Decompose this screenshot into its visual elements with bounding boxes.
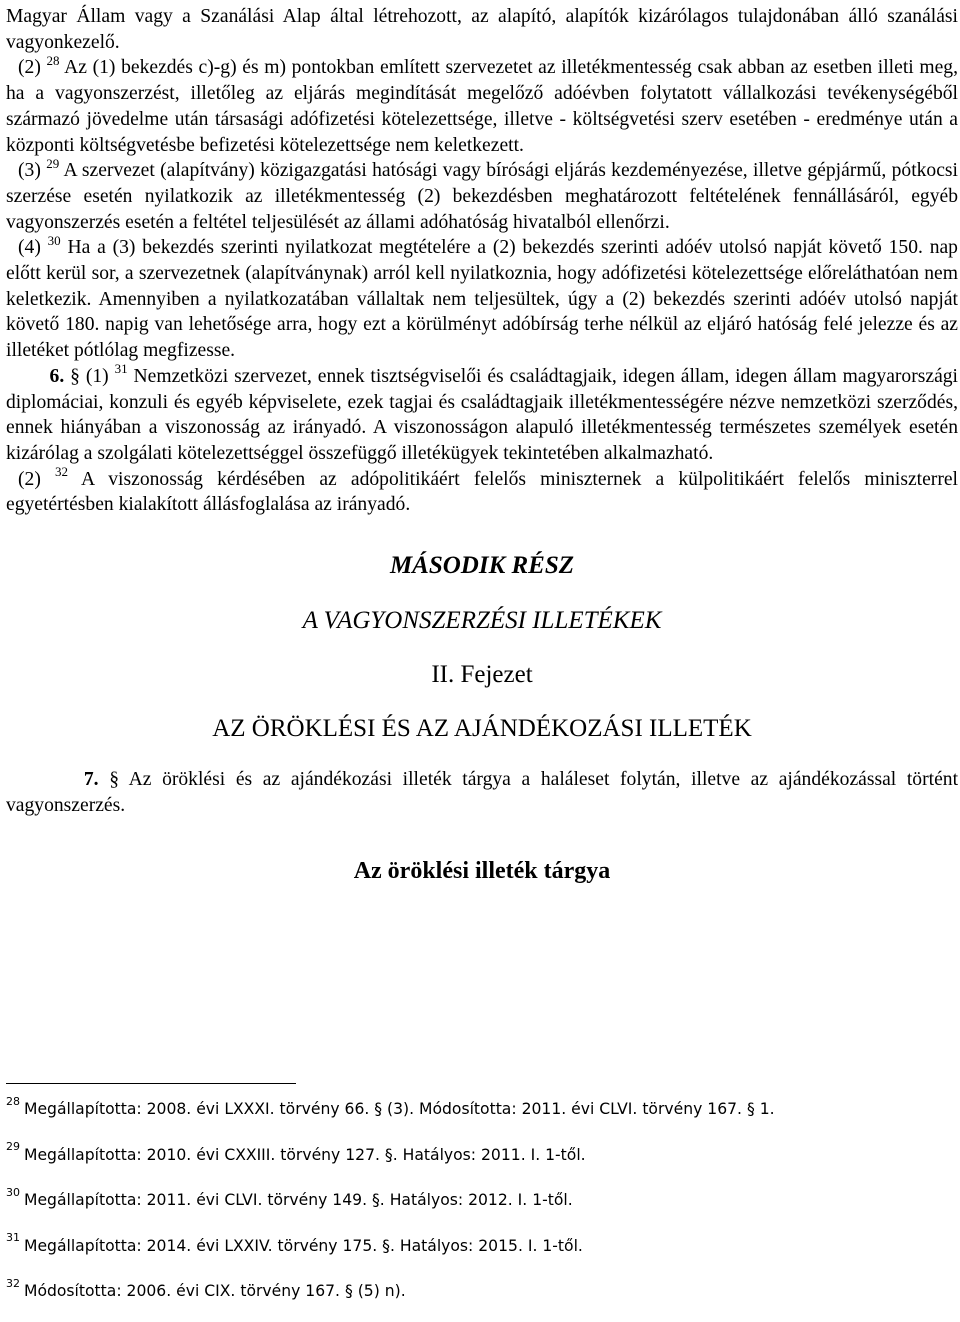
footnote-ref-29[interactable]: 29: [46, 155, 60, 171]
paragraph-label: (4): [18, 237, 41, 259]
paragraph-label: (1): [85, 365, 109, 387]
paragraph-label: (3): [18, 160, 41, 182]
footnotes: [6, 1094, 946, 1322]
paragraph-intro-end: Magyar Állam vagy a Szanálási Alap által létrehozott, az alapító, alapítók kizárólagos tulajdonában álló szanálási vagyonkezelő.: [6, 6, 958, 53]
part-subtitle: A VAGYONSZERZÉSI ILLETÉKEK: [302, 607, 662, 635]
footnote-ref-28[interactable]: 28: [46, 52, 60, 68]
paragraph-text: Az (1) bekezdés c)-g) és m) pontokban említett szervezetet az illetékmentesség csak abban az esetben illeti meg, ha a vagyonszerzést, illetőleg az eljárás megindítását megelőző adóévben folytatott vállalkozási tevékenységéből származó jövedelme után társasági adófizetési kötelezettsége, illetve - költségvetési szerv esetében - eredménye után a központi költségvetésbe befizetési kötelezettsége nem keletkezett.: [6, 57, 958, 156]
footnote: [6, 1276, 946, 1307]
chapter-number: II. Fejezet: [431, 661, 533, 689]
footnote: [6, 1231, 946, 1262]
paragraph-text: Ha a (3) bekezdés szerinti nyilatkozat megtételére a (2) bekezdés szerinti adóév utolsó napját követő 150. nap előtt kerül sor, a szervezetnek (alapítványnak) arról kell nyilatkoznia, hogy adófizetési kötelezettsége előreláthatóan nem keletkezik. Amennyiben a nyilatkozatában vállaltak nem teljesültek, úgy a (2) bekezdés szerinti adóév utolsó napját követő 180. napig van lehetősége arra, hogy ezt a körülményt adóbírság terhe nélkül az eljáró hatóság felé jelezze és az illetéket pótlólag megfizesse.: [6, 237, 958, 362]
chapter-title: AZ ÖRÖKLÉSI ÉS AZ AJÁNDÉKOZÁSI ILLETÉK: [212, 715, 752, 743]
footnote-ref-32[interactable]: 32: [55, 464, 68, 480]
footnote-number: 31: [6, 1231, 20, 1245]
footnote-text: Megállapította: 2014. évi LXXIV. törvény 175. §. Hatályos: 2015. I. 1-től.: [24, 1236, 583, 1255]
section-number: 7.: [83, 769, 99, 791]
footnote-number: 29: [6, 1140, 20, 1154]
paragraph-label: (2): [18, 468, 41, 490]
section-number: 6.: [49, 365, 65, 387]
footnote-text: Megállapította: 2010. évi CXXIII. törvény 127. §. Hatályos: 2011. I. 1-től.: [24, 1145, 586, 1164]
section-6-paragraph-2: [6, 464, 958, 518]
paragraph-2: [6, 52, 958, 158]
footnote-number: 30: [6, 1185, 20, 1199]
footnote: [6, 1185, 946, 1216]
document-page: [6, 4, 958, 886]
section-sign: §: [98, 769, 129, 791]
footnote: [6, 1140, 946, 1171]
subheading: Az öröklési illeték tárgya: [353, 858, 611, 885]
footnote-separator: [6, 1083, 296, 1084]
footnote-ref-31[interactable]: 31: [114, 361, 128, 377]
paragraph-3: [6, 155, 958, 235]
paragraph-text: A szervezet (alapítvány) közigazgatási hatósági vagy bírósági eljárás kezdeményezése, illetve gépjármű, pótkocsi szerzése esetén nyilatkozik az illetékmentesség (2) bekezdésben meghatározott feltételének fennállásáról, egyéb vagyonszerzés esetén a feltétel teljesülését az állami adóhatóság hivatalból ellenőrzi.: [6, 160, 958, 233]
section-7: [6, 767, 958, 818]
part-title: MÁSODIK RÉSZ: [389, 552, 575, 580]
footnote-number: 32: [6, 1276, 20, 1290]
paragraph-label: (2): [18, 57, 41, 79]
footnote-ref-30[interactable]: 30: [47, 232, 61, 248]
paragraph-text: Nemzetközi szervezet, ennek tisztségviselői és családtagjaik, idegen állam, idegen állam magyarországi diplomáciai, konzuli és egyéb képviselete, ezek tagjai és családtagjaik illetékmentességére nézve nemzetközi szerződés, ennek hiányában a viszonosság az irányadó. A viszonosságon alapuló illetékmentesség természetes személyek esetén kizárólag a szolgálati kötelezettséggel összefüggő illetékügyek tekintetében alkalmazható.: [6, 365, 959, 464]
paragraph-4: [6, 232, 958, 364]
footnote-text: Megállapította: 2011. évi CLVI. törvény 149. §. Hatályos: 2012. I. 1-től.: [24, 1191, 573, 1209]
section-6-paragraph-1: [6, 361, 959, 467]
footnote: [6, 1094, 946, 1125]
paragraph-text: A viszonosság kérdésében az adópolitikáért felelős miniszternek a külpolitikáért felelős miniszterrel egyetértésben kialakított állásfoglalása az irányadó.: [6, 468, 958, 516]
footnote-text: Módosította: 2006. évi CIX. törvény 167. § (5) n).: [24, 1282, 406, 1300]
footnote-number: 28: [6, 1094, 20, 1108]
footnote-text: Megállapította: 2008. évi LXXXI. törvény 66. § (3). Módosította: 2011. évi CLVI. törvény 167. § 1.: [24, 1100, 775, 1118]
paragraph-text: Az öröklési és az ajándékozási illeték tárgya a haláleset folytán, illetve az ajándékozással történt vagyonszerzés.: [6, 769, 959, 816]
section-sign: §: [64, 365, 86, 387]
